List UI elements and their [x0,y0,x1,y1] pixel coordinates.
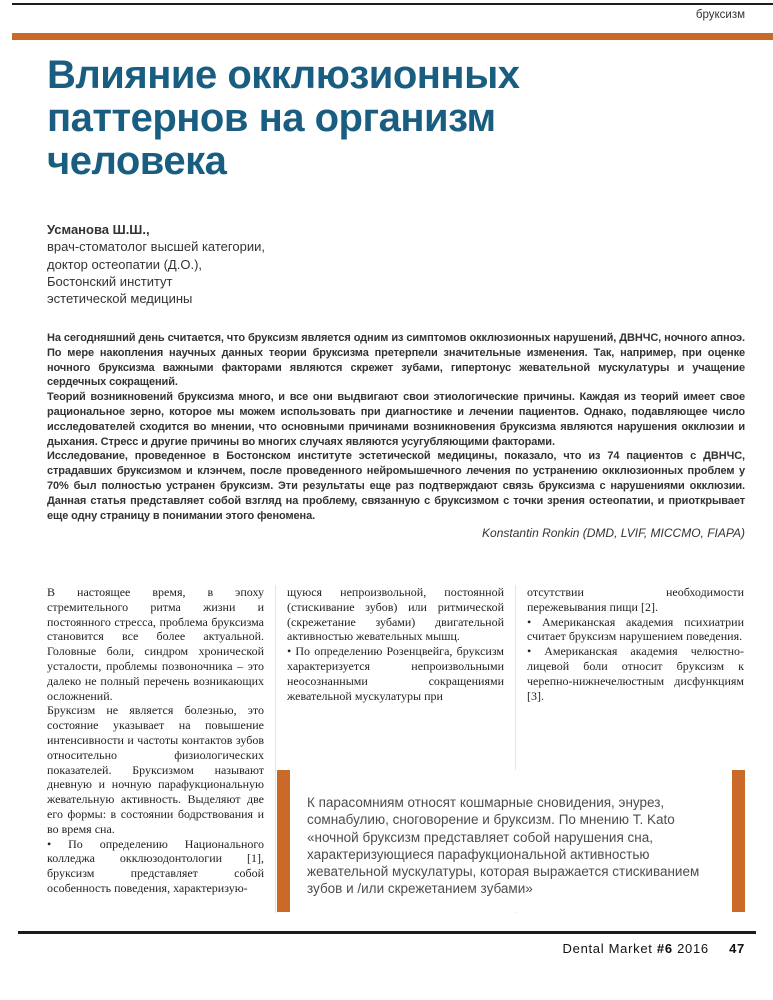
body-paragraph: • По определению Национального колледжа окклюзодонтологии [1], бруксизм представляет собой особенность поведения, характеризую- [47,836,264,895]
pullquote-right-bar [732,770,745,912]
lead-paragraph: Теорий возникновений бруксизма много, и все они выдвигают свои этиологические причины. Каждая из теорий имеет свое рациональное зерно, которое мы можем использовать при диагностике и лечении пациентов. Однако, подавляющее число исследователей сходится во мнении, что основными причинами возникновения бруксизма являются нарушения окклюзии и дыхания. Стресс и другие причины во многих случаях являются усугубляющими факторами. [47,391,745,448]
body-paragraph: щуюся непроизвольной, постоянной (стискивание зубов) или ритмической (скрежетание зубами) двигательной активностью жевательных мышц. [287,585,504,644]
top-rule [12,3,773,5]
body-paragraph: • Американская академия психиатрии считает бруксизм нарушением поведения. [527,614,744,644]
author-credential: врач-стоматолог высшей категории, [47,239,265,255]
lead-abstract [47,331,745,541]
body-paragraph: отсутствии необходимости пережевывания пищи [2]. [527,585,744,614]
lead-attribution: Konstantin Ronkin (DMD, LVIF, MICCMO, FIAPA) [482,526,745,541]
body-paragraph: • По определению Розенцвейга, бруксизм характеризуется непроизвольными неосознанными сокращениями жевательной мускулатуры при [287,644,504,703]
body-column-1 [47,585,264,913]
body-paragraph: В настоящее время, в эпоху стремительного ритма жизни и постоянного стресса, проблема бруксизма становится все более актуальной. Головные боли, синдром хронической усталости, проблемы позвоночника – это далеко не полный перечень возникающих осложнений. [47,585,264,703]
header-accent-bar [12,33,773,40]
body-paragraph: Бруксизм не является болезнью, это состояние указывает на повышение интенсивности и частоты контактов зубов относительно физиологических показателей. Бруксизмом называют дневную и ночную парафукциональную жевательную активность. Выделяют две его формы: в состоянии бодрствования и во время сна. [47,703,264,836]
author-credential: эстетической медицины [47,291,193,307]
article-title: Влияние окклюзионных паттернов на организм человека [47,53,520,183]
footer-rule [18,931,756,934]
lead-paragraph: Исследование, проведенное в Бостонском институте эстетической медицины, показало, что из 74 пациентов с ДВНЧС, страдавших бруксизмом и клэнчем, после проведенного нейромышечного лечения по устранению окклюзионных проблем у 70% был полностью устранен бруксизм. Эти результаты еще раз подтверждают связь бруксизма с нарушениями окклюзии. Данная статья представляет собой взгляд на проблему, связанную с бруксизмом с точки зрения остеопатии, и приоткрывает еще одну страницу в понимании этого феномена. [47,450,745,522]
pullquote-text: К парасомниям относят кошмарные сновидения, энурез, сомнабулию, сноговорение и бруксизм. По мнению Т. Kato «ночной бруксизм представляет собой нарушения сна, характеризующиеся парафукциональной активностью жевательной мускулатуры, которая выражается стискиванием зубов и /или скрежетанием зубами» [307,795,700,897]
author-credential: доктор остеопатии (Д.О.), [47,256,203,272]
pullquote-box [277,770,745,912]
issue-number: #6 [656,941,673,956]
author-block [47,221,347,307]
author-name: Усманова Ш.Ш., [47,222,150,237]
author-credential: Бостонский институт [47,273,173,289]
lead-paragraph: На сегодняшний день считается, что бруксизм является одним из симптомов окклюзионных нарушений, ДВНЧС, ночного апноэ. По мере накопления научных данных теории бруксизма претерпели значительные изменения. Так, например, при оценке ночного бруксизма важными факторами являются скрежет зубами, гипертонус жевательной мускулатуры и учащение сердечных сокращений. [47,332,745,389]
section-tag: бруксизм [695,9,745,21]
footer [563,941,745,956]
journal-name: Dental Market [562,941,653,956]
issue-year: 2016 [677,941,709,956]
pullquote-left-bar [277,770,290,912]
body-paragraph: • Американская академия челюстно-лицевой боли относит бруксизм к черепно-нижнечелюстным дисфункциям [3]. [527,644,744,703]
page-number: 47 [729,941,745,956]
